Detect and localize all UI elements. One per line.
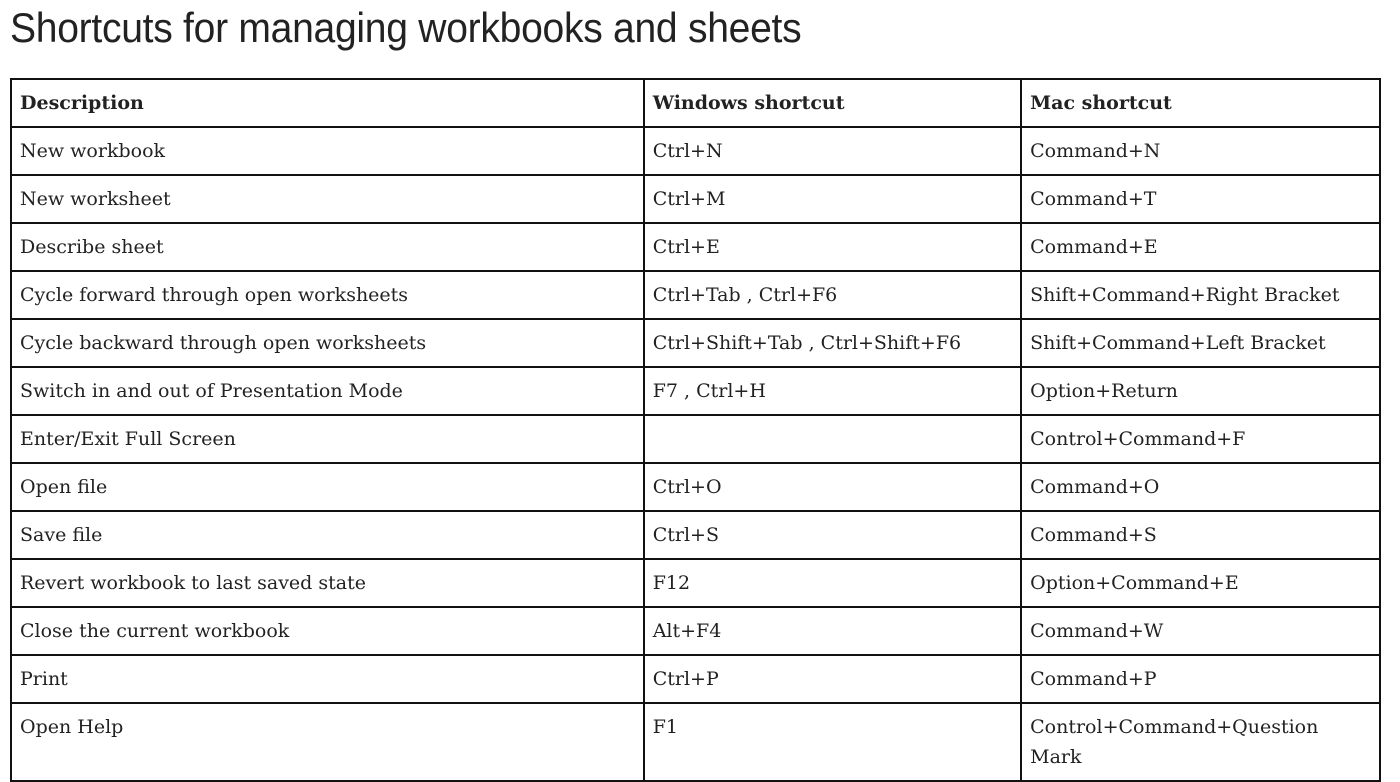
table-row: [11, 703, 1380, 781]
cell-windows-shortcut: Alt+F4: [644, 607, 1021, 655]
cell-windows-shortcut: [644, 415, 1021, 463]
page-title: Shortcuts for managing workbooks and sheets: [10, 4, 802, 51]
header-mac-shortcut: Mac shortcut: [1021, 79, 1380, 127]
cell-windows-shortcut: F7 , Ctrl+H: [644, 367, 1021, 415]
cell-windows-shortcut: Ctrl+E: [644, 223, 1021, 271]
cell-mac-shortcut: Command+N: [1021, 127, 1380, 175]
table-header-row: [11, 79, 1380, 127]
cell-windows-shortcut: Ctrl+O: [644, 463, 1021, 511]
cell-mac-shortcut: Command+W: [1021, 607, 1380, 655]
cell-mac-shortcut: Control+Command+Question Mark: [1021, 703, 1380, 781]
table-row: [11, 511, 1380, 559]
cell-windows-shortcut: Ctrl+Shift+Tab , Ctrl+Shift+F6: [644, 319, 1021, 367]
cell-windows-shortcut: Ctrl+N: [644, 127, 1021, 175]
table-row: [11, 367, 1380, 415]
cell-windows-shortcut: F1: [644, 703, 1021, 781]
table-row: [11, 175, 1380, 223]
cell-description: Open file: [11, 463, 644, 511]
cell-description: Enter/Exit Full Screen: [11, 415, 644, 463]
cell-description: Switch in and out of Presentation Mode: [11, 367, 644, 415]
cell-windows-shortcut: Ctrl+M: [644, 175, 1021, 223]
table-row: [11, 127, 1380, 175]
table-row: [11, 655, 1380, 703]
cell-description: Revert workbook to last saved state: [11, 559, 644, 607]
header-description: Description: [11, 79, 644, 127]
cell-description: Describe sheet: [11, 223, 644, 271]
shortcuts-table: [10, 78, 1381, 782]
table-row: [11, 607, 1380, 655]
cell-mac-shortcut: Option+Command+E: [1021, 559, 1380, 607]
header-windows-shortcut: Windows shortcut: [644, 79, 1021, 127]
table-row: [11, 415, 1380, 463]
cell-description: Cycle backward through open worksheets: [11, 319, 644, 367]
cell-description: New workbook: [11, 127, 644, 175]
table-row: [11, 223, 1380, 271]
table-row: [11, 319, 1380, 367]
cell-windows-shortcut: Ctrl+P: [644, 655, 1021, 703]
cell-mac-shortcut: Command+O: [1021, 463, 1380, 511]
cell-description: Open Help: [11, 703, 644, 781]
cell-description: New worksheet: [11, 175, 644, 223]
cell-windows-shortcut: Ctrl+Tab , Ctrl+F6: [644, 271, 1021, 319]
cell-description: Print: [11, 655, 644, 703]
cell-description: Close the current workbook: [11, 607, 644, 655]
cell-mac-shortcut: Command+E: [1021, 223, 1380, 271]
cell-mac-shortcut: Command+S: [1021, 511, 1380, 559]
cell-mac-shortcut: Option+Return: [1021, 367, 1380, 415]
cell-mac-shortcut: Shift+Command+Left Bracket: [1021, 319, 1380, 367]
cell-mac-shortcut: Command+T: [1021, 175, 1380, 223]
cell-mac-shortcut: Command+P: [1021, 655, 1380, 703]
cell-windows-shortcut: F12: [644, 559, 1021, 607]
cell-mac-shortcut: Shift+Command+Right Bracket: [1021, 271, 1380, 319]
table-row: [11, 271, 1380, 319]
cell-mac-shortcut: Control+Command+F: [1021, 415, 1380, 463]
table-row: [11, 559, 1380, 607]
cell-description: Cycle forward through open worksheets: [11, 271, 644, 319]
cell-windows-shortcut: Ctrl+S: [644, 511, 1021, 559]
cell-description: Save file: [11, 511, 644, 559]
table-row: [11, 463, 1380, 511]
